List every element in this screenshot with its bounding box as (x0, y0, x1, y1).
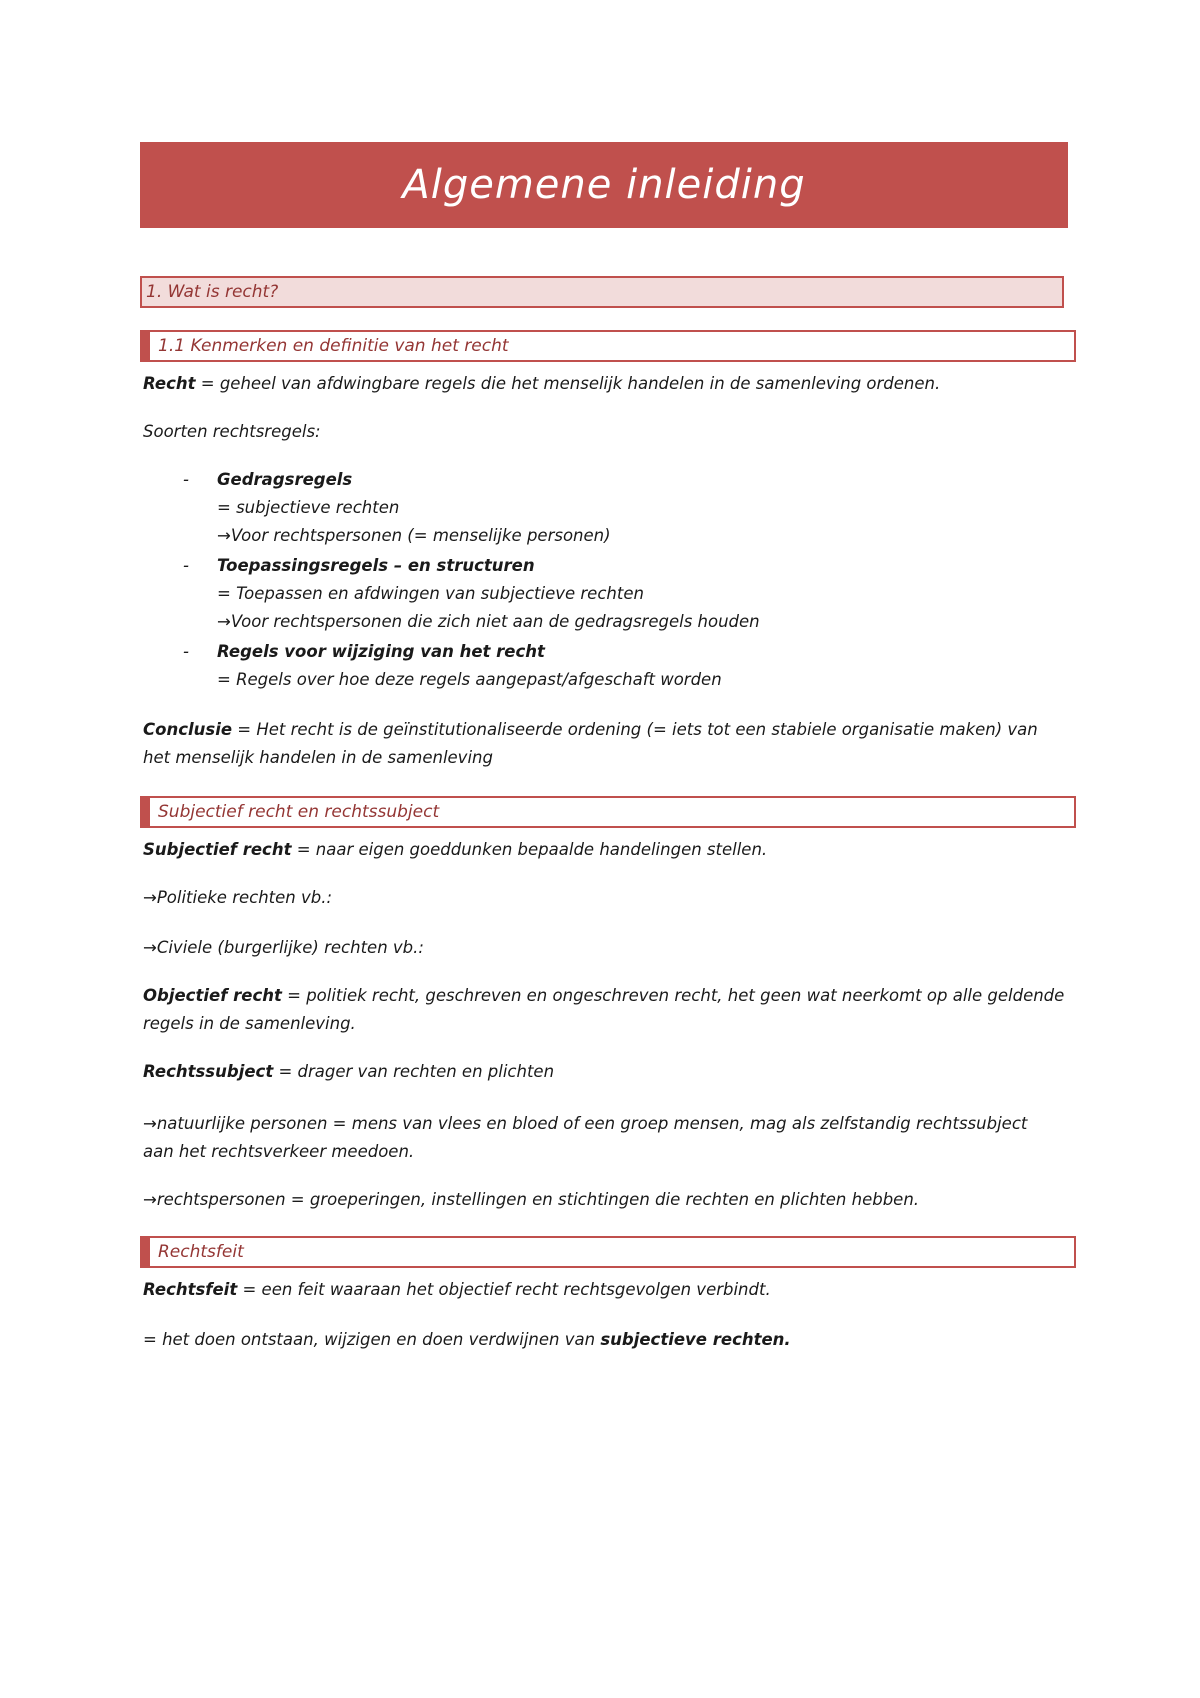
term-rechtssubject: Rechtssubject (143, 1062, 274, 1081)
term-subjectief-recht: Subjectief recht (143, 840, 292, 859)
term-rechtsfeit: Rechtsfeit (143, 1280, 238, 1299)
paragraph-rechtsfeit: Rechtsfeit = een feit waaraan het objectief recht rechtsgevolgen verbindt. (143, 1280, 771, 1299)
list-item-line: = subjectieve rechten (217, 498, 400, 517)
paragraph-objectief-recht: Objectief recht = politiek recht, geschreven en ongeschreven recht, het geen wat neerkomt op alle geldende (143, 986, 1065, 1005)
paragraph-conclusie: Conclusie = Het recht is de geïnstitutionaliseerde ordening (= iets tot een stabiele organisatie maken) van (143, 720, 1038, 739)
subsection-heading-rechtsfeit (140, 1236, 1076, 1268)
section-heading-text: 1. Wat is recht? (146, 282, 279, 302)
term-conclusie: Conclusie (143, 720, 233, 739)
title-banner (140, 142, 1068, 228)
paragraph-conclusie-cont: het menselijk handelen in de samenleving (143, 748, 493, 767)
paragraph-natuurlijke: →natuurlijke personen = mens van vlees en bloed of een groep mensen, mag als zelfstandig rechtssubject (143, 1114, 1028, 1133)
subsection-heading-text: Subjectief recht en rechtssubject (158, 802, 440, 822)
term-subjectieve-rechten: subjectieve rechten. (600, 1330, 791, 1349)
subsection-heading-1-1 (140, 330, 1076, 362)
page-title: Algemene inleiding (402, 162, 806, 208)
section-heading-1 (140, 276, 1064, 308)
definition-recht: = geheel van afdwingbare regels die het menselijk handelen in de samenleving ordenen. (195, 374, 941, 393)
paragraph-objectief-cont: regels in de samenleving. (143, 1014, 356, 1033)
paragraph-soorten: Soorten rechtsregels: (143, 422, 321, 441)
term-objectief-recht: Objectief recht (143, 986, 282, 1005)
paragraph-civiele: →Civiele (burgerlijke) rechten vb.: (143, 938, 424, 957)
term-recht: Recht (143, 374, 196, 393)
subsection-heading-text: 1.1 Kenmerken en definitie van het recht (158, 336, 509, 356)
paragraph-recht (143, 370, 1063, 398)
bullet-dash: - (183, 642, 189, 661)
paragraph-subjectief-recht: Subjectief recht = naar eigen goeddunken bepaalde handelingen stellen. (143, 840, 768, 859)
list-item-line: →Voor rechtspersonen die zich niet aan de gedragsregels houden (217, 612, 760, 631)
list-item-line: = Toepassen en afdwingen van subjectieve rechten (217, 584, 644, 603)
list-item-line: →Voor rechtspersonen (= menselijke personen) (217, 526, 611, 545)
subsection-heading-text: Rechtsfeit (158, 1242, 244, 1262)
paragraph-natuurlijke-cont: aan het rechtsverkeer meedoen. (143, 1142, 415, 1161)
list-item-title: Regels voor wijziging van het recht (217, 642, 545, 661)
paragraph-politieke: →Politieke rechten vb.: (143, 888, 333, 907)
bullet-dash: - (183, 556, 189, 575)
bullet-dash: - (183, 470, 189, 489)
paragraph-rechtsfeit-gevolg: = het doen ontstaan, wijzigen en doen verdwijnen van subjectieve rechten. (143, 1330, 791, 1349)
list-item-title: Gedragsregels (217, 470, 353, 489)
paragraph-rechtspersonen: →rechtspersonen = groeperingen, instellingen en stichtingen die rechten en plichten hebben. (143, 1190, 920, 1209)
subsection-heading-subjectief (140, 796, 1076, 828)
list-item-line: = Regels over hoe deze regels aangepast/afgeschaft worden (217, 670, 722, 689)
paragraph-rechtssubject: Rechtssubject = drager van rechten en plichten (143, 1062, 555, 1081)
list-item-title: Toepassingsregels – en structuren (217, 556, 535, 575)
